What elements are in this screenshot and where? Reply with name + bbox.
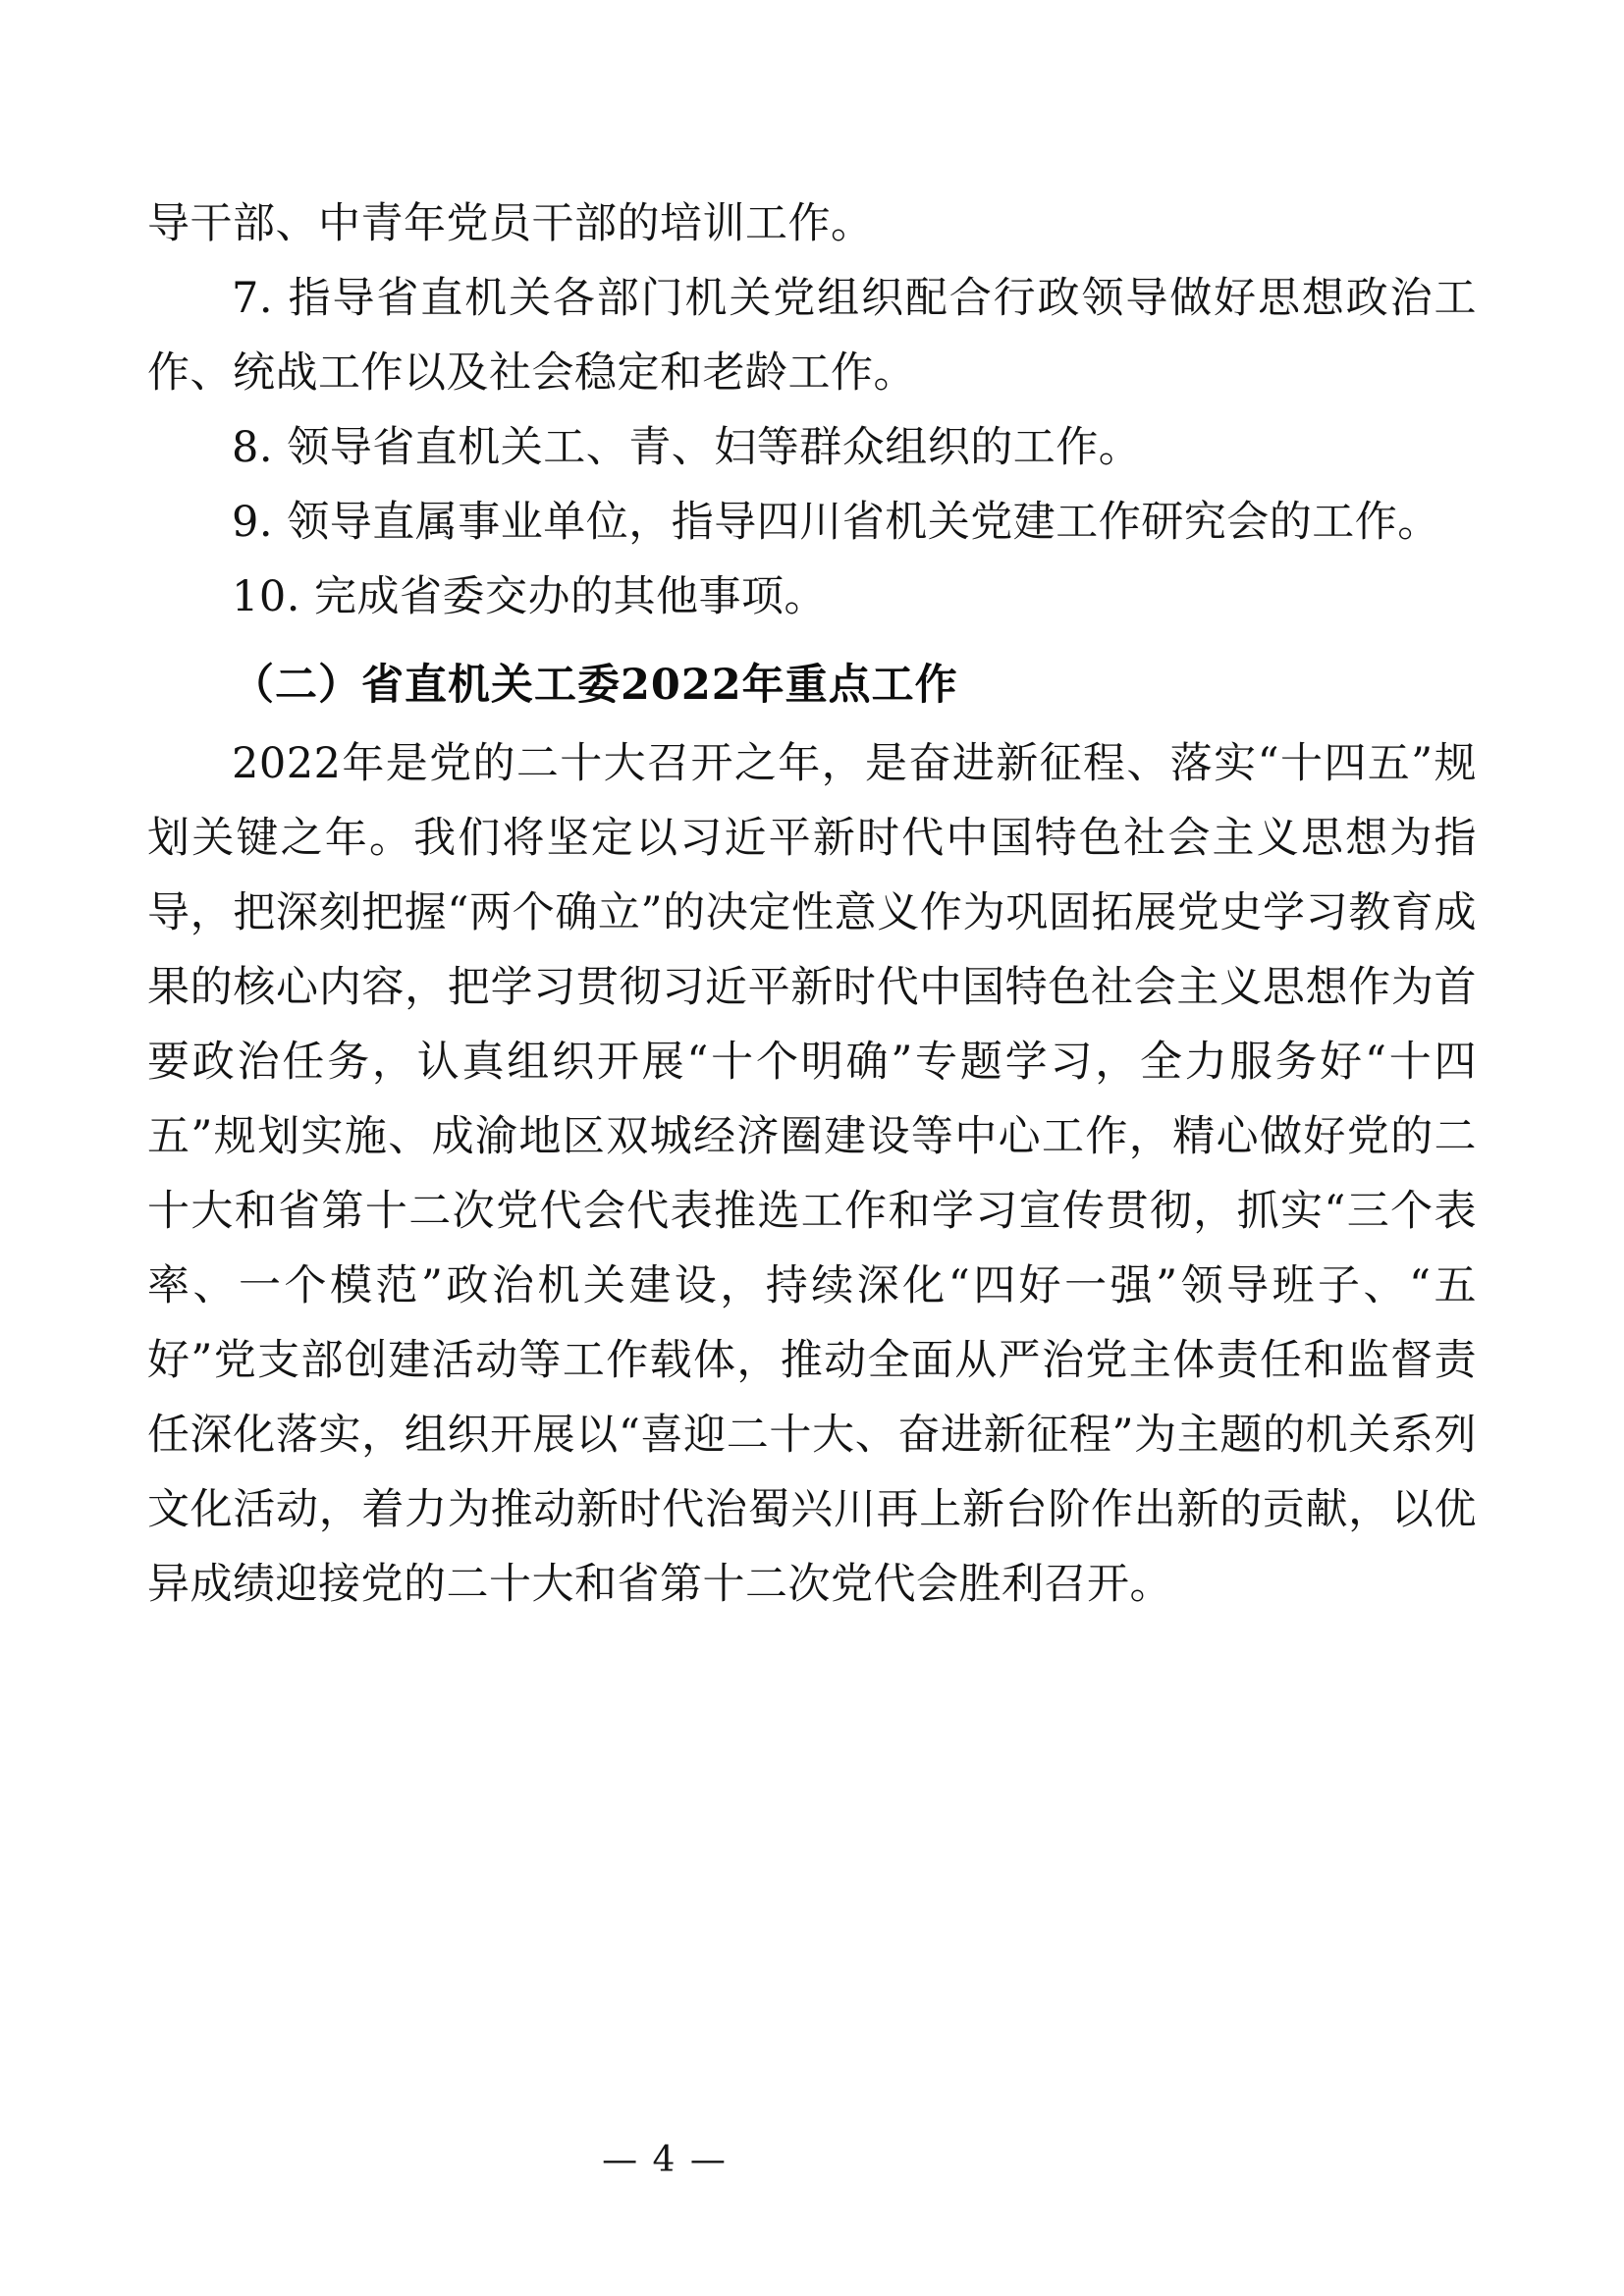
section-paragraph: 2022年是党的二十大召开之年，是奋进新征程、落实“十四五”规划关键之年。我们将坚定以习近平新时代中国特色社会主义思想为指导，把深刻把握“两个确立”的决定性意义作为巩固拓展党史学习教育成果的核心内容，把学习贯彻习近平新时代中国特色社会主义思想作为首要政治任务，认真组织开展“十个明确”专题学习，全力服务好“十四五”规划实施、成渝地区双城经济圈建设等中心工作，精心做好党的二十大和省第十二次党代会代表推选工作和学习宣传贯彻，抓实“三个表率、一个模范”政治机关建设，持续深化“四好一强”领导班子、“五好”党支部创建活动等工作载体，推动全面从严治党主体责任和监督责任深化落实，组织开展以“喜迎二十大、奋进新征程”为主题的机关系列文化活动，着力为推动新时代治蜀兴川再上新台阶作出新的贡献，以优异成绩迎接党的二十大和省第十二次党代会胜利召开。	[147, 739, 1477, 1609]
paragraph-continued: 导干部、中青年党员干部的培训工作。	[147, 199, 874, 248]
paragraph-item-9: 9. 领导直属事业单位，指导四川省机关党建工作研究会的工作。	[232, 498, 1440, 547]
paragraph-item-7: 7. 指导省直机关各部门机关党组织配合行政领导做好思想政治工作、统战工作以及社会稳定和老龄工作。	[147, 274, 1477, 398]
paragraph-item-10: 10. 完成省委交办的其他事项。	[232, 572, 828, 621]
document-body	[147, 187, 1477, 1622]
page-footer	[0, 2140, 1624, 2180]
page-number: — 4 —	[602, 2140, 728, 2180]
section-heading: （二）省直机关工委2022年重点工作	[232, 661, 958, 710]
paragraph-item-8: 8. 领导省直机关工、青、妇等群众组织的工作。	[232, 423, 1142, 472]
